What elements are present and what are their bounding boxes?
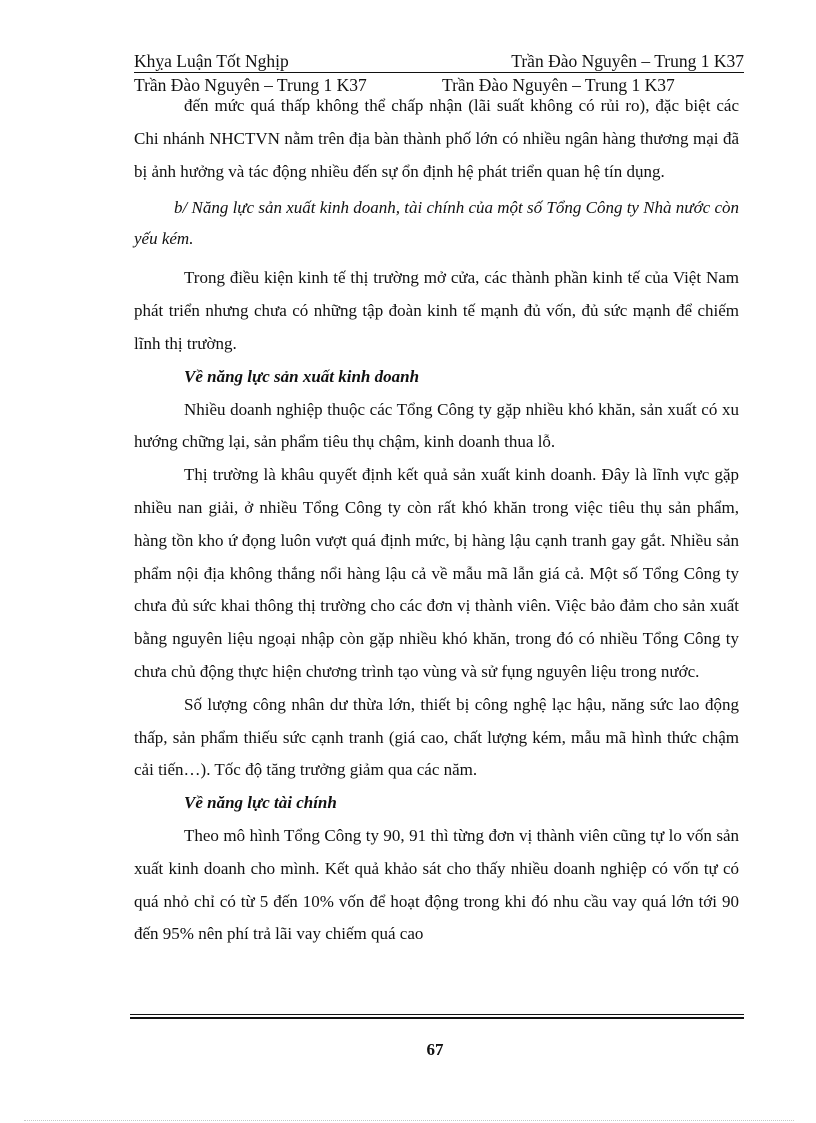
heading-production-capacity: Về năng lực sản xuất kinh doanh	[184, 366, 420, 386]
header-divider	[134, 72, 744, 73]
paragraph-difficulties: Nhiều doanh nghiệp thuộc các Tổng Công ty gặp nhiều khó khăn, sản xuất có xu hướng chững lại, sản phẩm tiêu thụ chậm, kinh doanh thua lỗ.	[134, 399, 739, 452]
paragraph-continued: đến mức quá thấp không thể chấp nhận (lãi suất không có rủi ro), đặc biệt các Chi nhánh NHCTVN nằm trên địa bàn thành phố lớn có nhiều ngân hàng thương mại đã bị ảnh hưởng và tác động nhiều đến sự ổn định hệ phát triển quan hệ tín dụng.	[134, 96, 739, 181]
author-line-repeat-2: Trần Đào Nguyên – Trung 1 K37	[442, 75, 675, 95]
page-number: 67	[426, 1040, 444, 1059]
paragraph-capital: Theo mô hình Tổng Công ty 90, 91 thì từng đơn vị thành viên cũng tự lo vốn sản xuất kinh doanh cho mình. Kết quả khảo sát cho thấy nhiều doanh nghiệp có vốn tự có quá nhỏ chỉ có từ 5 đến 10% vốn để hoạt động trong khi đó nhu cầu vay quá lớn tới 90 đến 95% nên phí trả lãi vay chiếm quá cao	[134, 825, 739, 944]
author-line-repeat-1: Trần Đào Nguyên – Trung 1 K37	[134, 75, 367, 95]
body-text	[134, 90, 739, 951]
page-bottom-edge	[24, 1120, 794, 1121]
footer-divider-thick	[130, 1017, 744, 1019]
heading-financial-capacity: Về năng lực tài chính	[184, 793, 337, 813]
paragraph-market: Trong điều kiện kinh tế thị trường mở cửa, các thành phần kinh tế của Việt Nam phát triển nhưng chưa có những tập đoàn kinh tế mạnh đủ vốn, đủ sức mạnh để chiếm lĩnh thị trường.	[134, 268, 739, 353]
subsection-heading-b: b/ Năng lực sản xuất kinh doanh, tài chính của một số Tổng Công ty Nhà nước còn yếu kém.	[134, 198, 739, 249]
thesis-title: Khỵa Luận Tốt Nghịp	[134, 51, 289, 71]
paragraph-market-decisive: Thị trường là khâu quyết định kết quả sản xuất kinh doanh. Đây là lĩnh vực gặp nhiều nan giải, ở nhiều Tổng Công ty còn rất khó khăn trong việc tiêu thụ sản phẩm, hàng tồn kho ứ đọng luôn vượt quá định mức, bị hàng lậu cạnh tranh gay gắt. Nhiều sản phẩm nội địa không thắng nổi hàng lậu cả về mẫu mã lẫn giá cả. Một số Tổng Công ty chưa đủ sức khai thông thị trường cho các đơn vị thành viên. Việc bảo đảm cho sản xuất bằng nguyên liệu ngoại nhập còn gặp nhiều khó khăn, trong đó có nhiều Tổng Công ty chưa chủ động thực hiện chương trình tạo vùng và sử fụng nguyên liệu trong nước.	[134, 465, 739, 681]
footer-divider-thin	[130, 1014, 744, 1015]
running-header	[134, 50, 744, 72]
paragraph-labor-surplus: Số lượng công nhân dư thừa lớn, thiết bị công nghệ lạc hậu, năng sức lao động thấp, sản phẩm thiếu sức cạnh tranh (giá cao, chất lượng kém, mẫu mã hình thức chậm cải tiến…). Tốc độ tăng trưởng giảm qua các năm.	[134, 694, 739, 780]
author-line: Trần Đào Nguyên – Trung 1 K37	[511, 51, 744, 71]
